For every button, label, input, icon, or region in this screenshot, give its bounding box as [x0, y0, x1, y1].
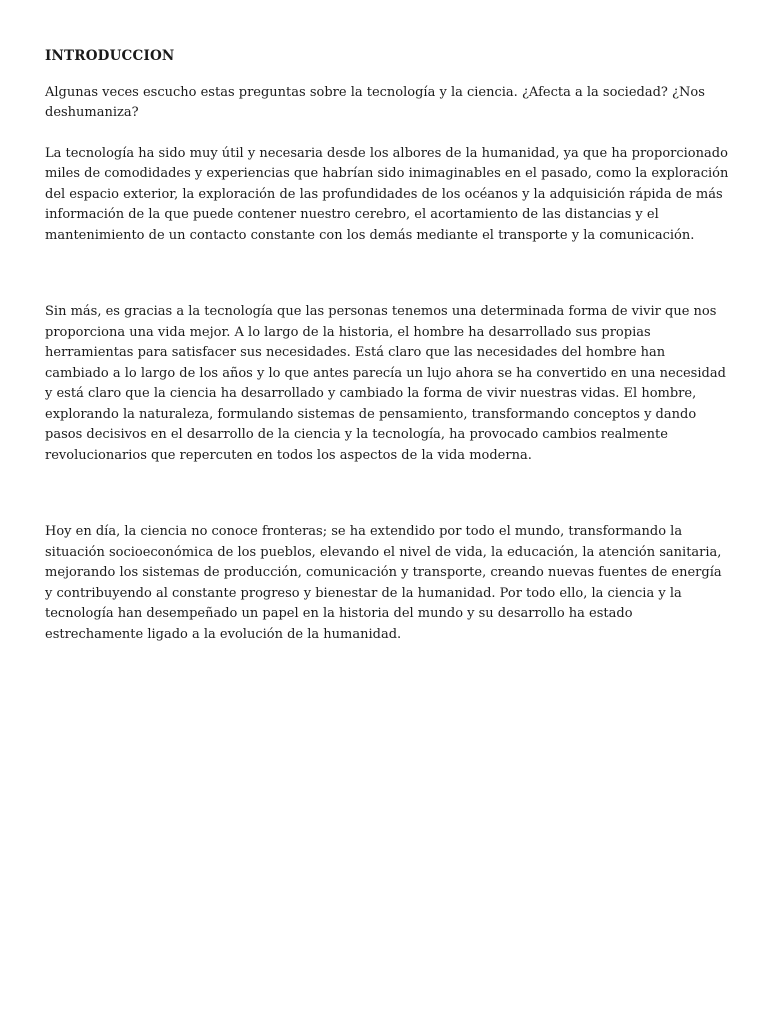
- document-page: [45, 46, 729, 645]
- paragraph-technology-way-of-life: Sin más, es gracias a la tecnología que las personas tenemos una determinada forma de vivir que nos proporciona una vida mejor. A lo largo de la historia, el hombre ha desarrollado sus propias herramientas para satisfacer sus necesidades. Está claro que las necesidades del hombre han cambiado a lo largo de los años y lo que antes parecía un lujo ahora se ha convertido en una necesidad y está claro que la ciencia ha desarrollado y cambiado la forma de vivir nuestras vidas. El hombre, explorando la naturaleza, formulando sistemas de pensamiento, transformando conceptos y dando pasos decisivos en el desarrollo de la ciencia y la tecnología, ha provocado cambios realmente revolucionarios que repercuten en todos los aspectos de la vida moderna.: [45, 304, 726, 463]
- paragraph-science-no-borders: Hoy en día, la ciencia no conoce fronteras; se ha extendido por todo el mundo, transformando la situación socioeconómica de los pueblos, elevando el nivel de vida, la educación, la atención sanitaria, mejorando los sistemas de producción, comunicación y transporte, creando nuevas fuentes de energía y contribuyendo al constante progreso y bienestar de la humanidad. Por todo ello, la ciencia y la tecnología han desempeñado un papel en la historia del mundo y su desarrollo ha estado estrechamente ligado a la evolución de la humanidad.: [45, 524, 722, 642]
- paragraph-intro-questions: Algunas veces escucho estas preguntas sobre la tecnología y la ciencia. ¿Afecta a la sociedad? ¿Nos deshumaniza?: [45, 84, 705, 120]
- document-title: INTRODUCCION: [45, 48, 175, 64]
- paragraph-spacer: [45, 124, 729, 144]
- paragraph-spacer: [45, 466, 729, 522]
- paragraph-spacer: [45, 246, 729, 302]
- paragraph-technology-usefulness: La tecnología ha sido muy útil y necesaria desde los albores de la humanidad, ya que ha proporcionado miles de comodidades y experiencias que habrían sido inimaginables en el pasado, como la exploración del espacio exterior, la exploración de las profundidades de los océanos y la adquisición rápida de más información de la que puede contener nuestro cerebro, el acortamiento de las distancias y el mantenimiento de un contacto constante con los demás mediante el transporte y la comunicación.: [45, 145, 729, 243]
